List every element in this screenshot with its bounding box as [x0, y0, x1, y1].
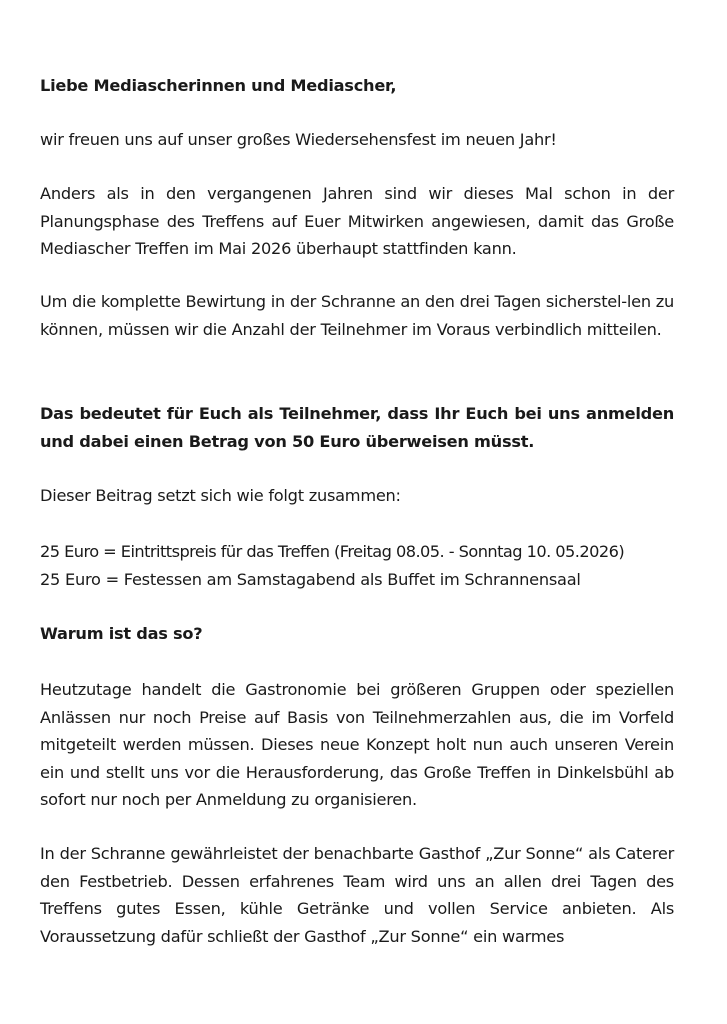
paragraph-catering: Um die komplette Bewirtung in der Schranne an den drei Tagen sicherstel-len zu können, müssen wir die Anzahl der Teilnehmer im Voraus verbindlich mitteilen. — [40, 292, 674, 339]
letter-greeting: Liebe Mediascherinnen und Mediascher, — [40, 76, 397, 95]
fee-item: 25 Euro = Festessen am Samstagabend als Buffet im Schrannensaal — [40, 570, 581, 589]
paragraph-reason: Heutzutage handelt die Gastronomie bei größeren Gruppen oder speziellen Anlässen nur noch Preise auf Basis von Teilnehmerzahlen aus, die im Vorfeld mitgeteilt werden müssen. Dieses neue Konzept holt nun auch unseren Verein ein und stellt uns vor die Herausforderung, das Große Treffen in Dinkelsbühl ab sofort nur noch per Anmeldung zu organisieren. — [40, 680, 674, 809]
paragraph-planning: Anders als in den vergangenen Jahren sind wir dieses Mal schon in der Planungsphase des Treffens auf Euer Mitwirken angewiesen, damit das Große Mediascher Treffen im Mai 2026 überhaupt stattfinden kann. — [40, 184, 674, 258]
fee-item: 25 Euro = Eintrittspreis für das Treffen (Freitag 08.05. - Sonntag 10. 05.2026) — [40, 542, 625, 561]
question-heading: Warum ist das so? — [40, 624, 203, 643]
paragraph-registration: Das bedeutet für Euch als Teilnehmer, dass Ihr Euch bei uns anmelden und dabei einen Betrag von 50 Euro überweisen müsst. — [40, 404, 674, 451]
fee-intro: Dieser Beitrag setzt sich wie folgt zusammen: — [40, 486, 401, 505]
letter-intro: wir freuen uns auf unser großes Wiedersehensfest im neuen Jahr! — [40, 130, 557, 149]
paragraph-sonne: In der Schranne gewährleistet der benachbarte Gasthof „Zur Sonne“ als Caterer den Festbetrieb. Dessen erfahrenes Team wird uns an allen drei Tagen des Treffens gutes Essen, kühle Getränke und vollen Service anbieten. Als Voraussetzung dafür schließt der Gasthof „Zur Sonne“ ein warmes — [40, 844, 674, 946]
